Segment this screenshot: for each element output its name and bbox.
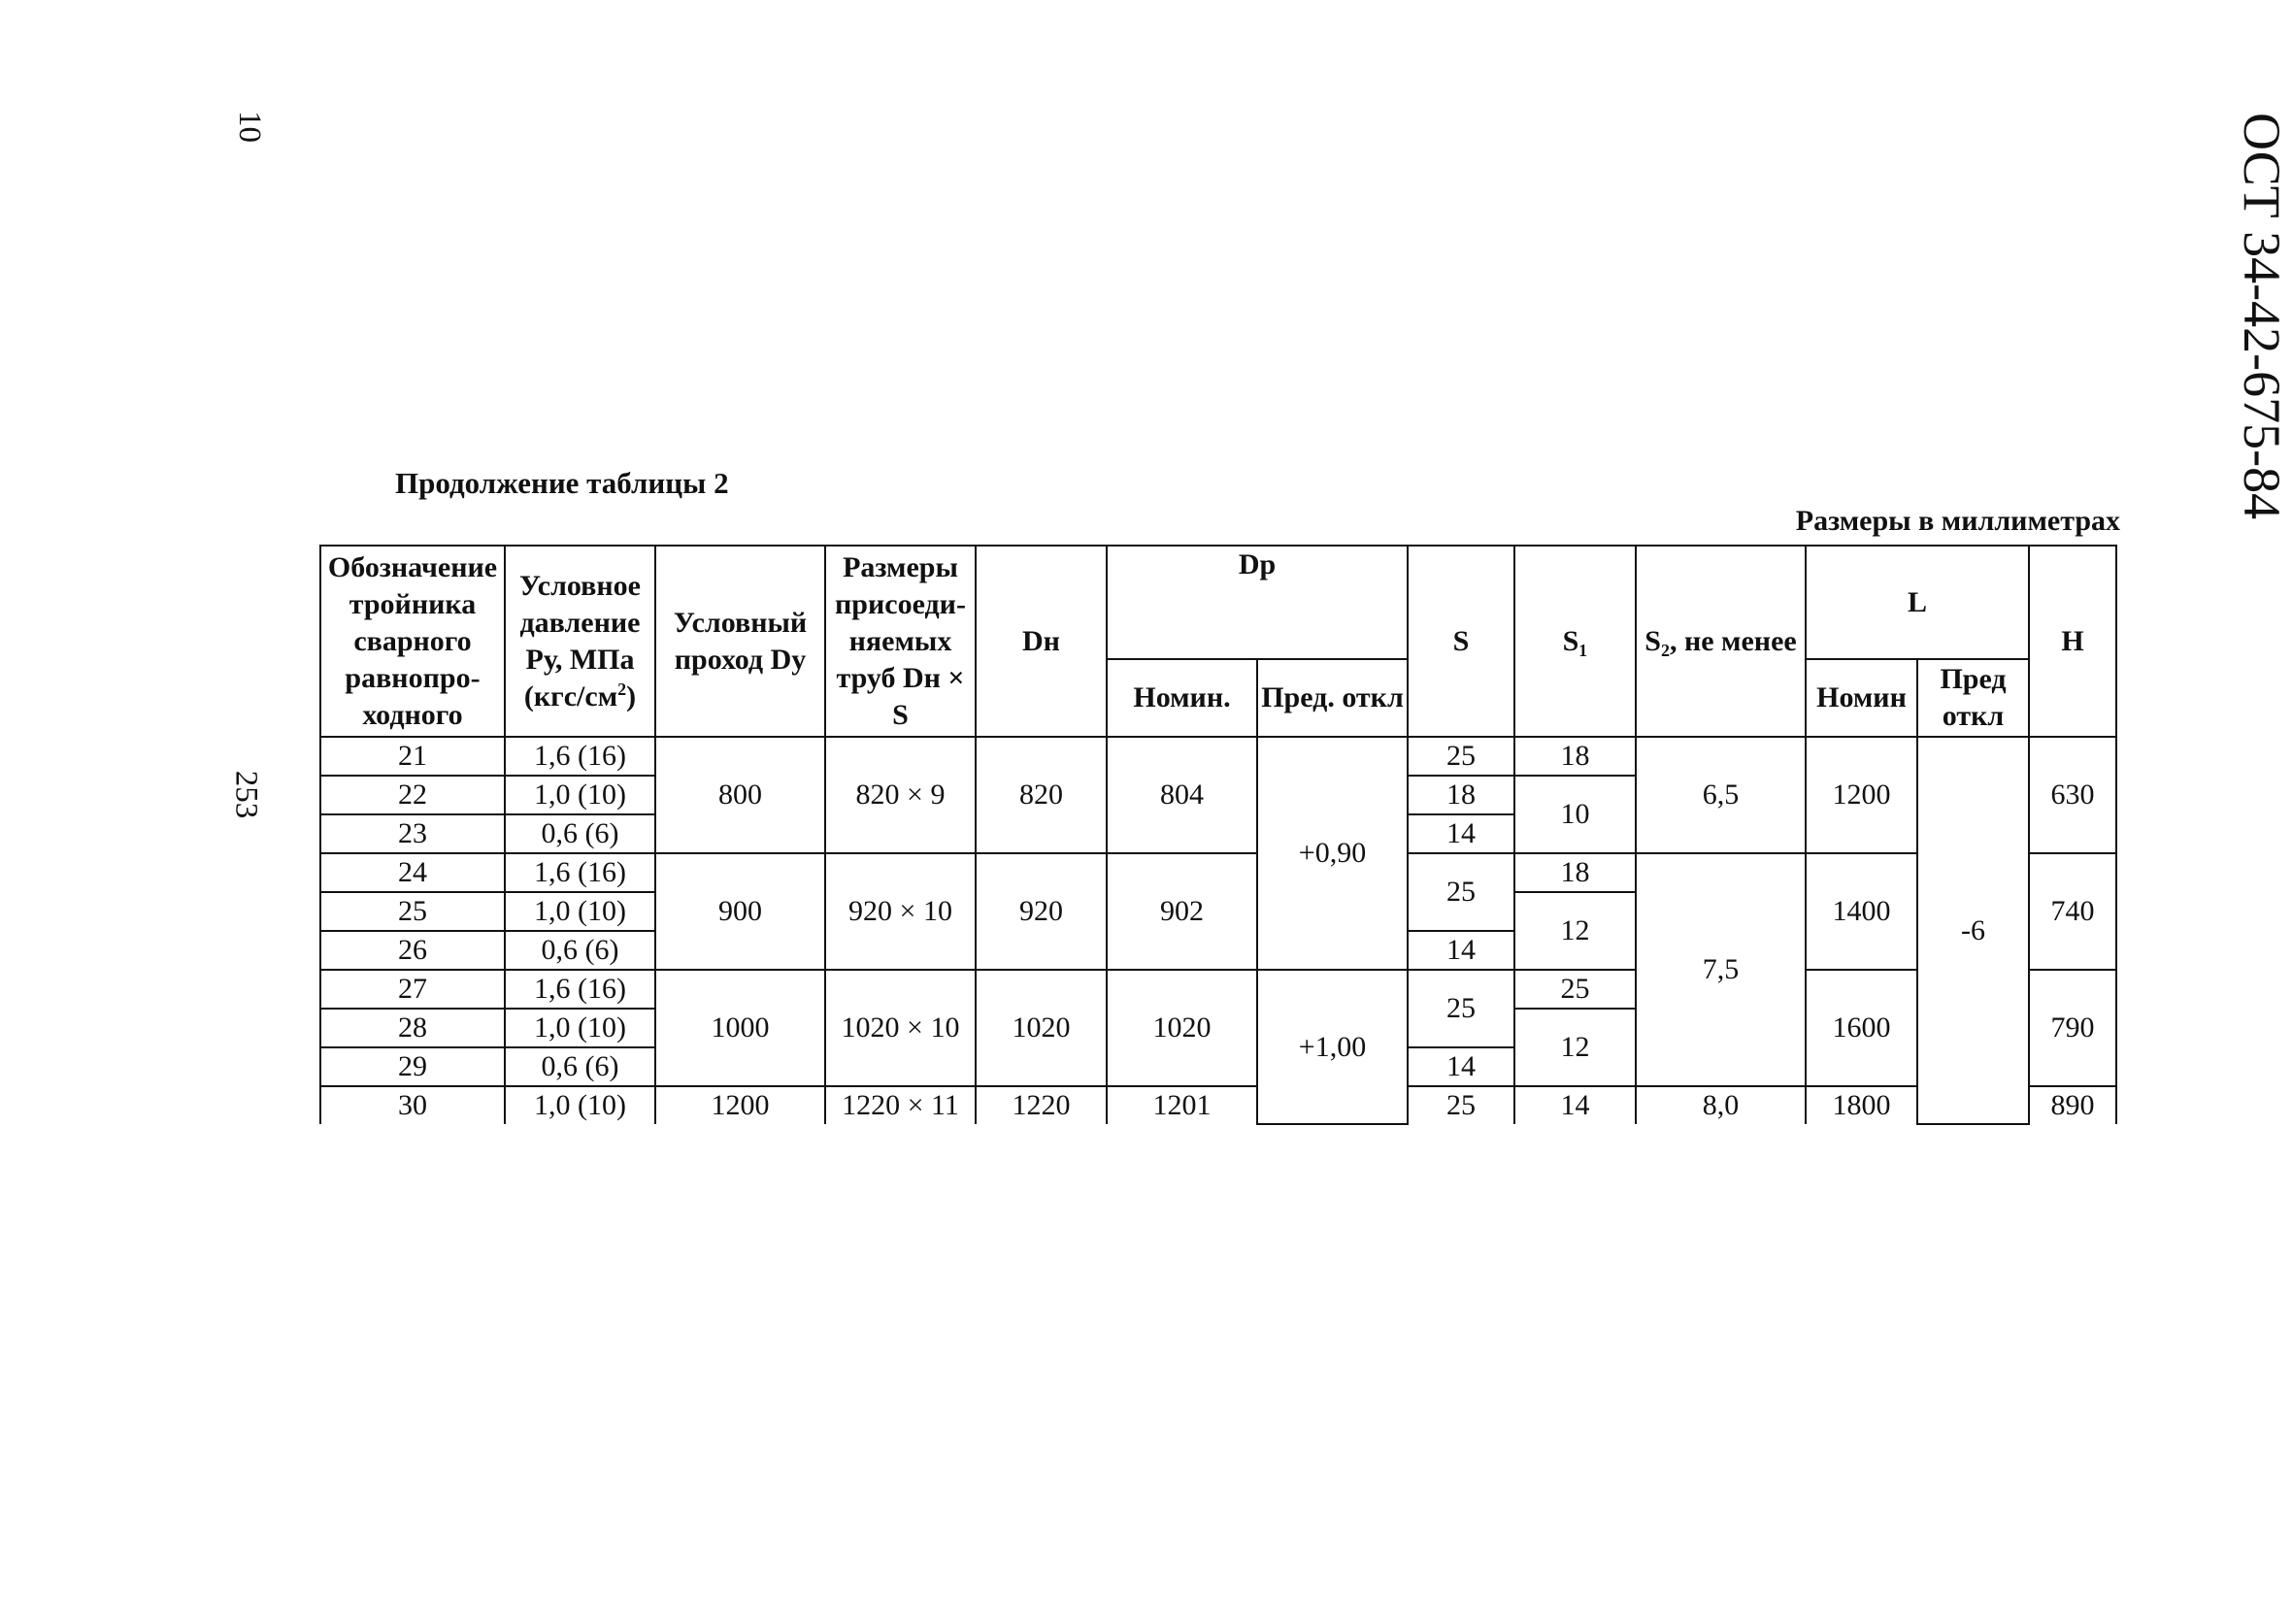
s-cell: 25: [1408, 737, 1514, 776]
s2-cell: 6,5: [1636, 737, 1806, 853]
dp-nominal-cell: 902: [1107, 853, 1257, 970]
header-l-nominal: Номин: [1806, 659, 1917, 737]
designation-cell: 25: [320, 892, 505, 931]
s1-cell: 12: [1514, 1009, 1636, 1086]
h-cell: 630: [2029, 737, 2116, 853]
s-cell: 18: [1408, 776, 1514, 814]
l-nominal-cell: 1600: [1806, 970, 1917, 1086]
pipe-size-cell: 920 × 10: [825, 853, 976, 970]
l-nominal-cell: 1400: [1806, 853, 1917, 970]
l-nominal-cell: 1800: [1806, 1086, 1917, 1124]
dn-cell: 1020: [976, 970, 1107, 1086]
page-number: 10: [232, 111, 267, 143]
s1-cell: 14: [1514, 1086, 1636, 1124]
dp-nominal-cell: 804: [1107, 737, 1257, 853]
designation-cell: 26: [320, 931, 505, 970]
dn-cell: 1220: [976, 1086, 1107, 1124]
s-cell: 14: [1408, 931, 1514, 970]
designation-cell: 30: [320, 1086, 505, 1124]
designation-cell: 23: [320, 814, 505, 853]
s-cell: 25: [1408, 970, 1514, 1047]
dy-cell: 1200: [655, 1086, 825, 1124]
dp-nominal-cell: 1201: [1107, 1086, 1257, 1124]
table-row: [320, 737, 2116, 776]
h-cell: 890: [2029, 1086, 2116, 1124]
dn-cell: 920: [976, 853, 1107, 970]
l-nominal-cell: 1200: [1806, 737, 1917, 853]
header-s2: S₂, не менее: [1636, 546, 1806, 737]
side-page-number: 253: [228, 770, 264, 819]
dy-cell: 1000: [655, 970, 825, 1086]
dn-cell: 820: [976, 737, 1107, 853]
s1-cell: 18: [1514, 737, 1636, 776]
pressure-cell: 1,6 (16): [505, 853, 655, 892]
pipe-size-cell: 1220 × 11: [825, 1086, 976, 1124]
header-h: Н: [2029, 546, 2116, 737]
designation-cell: 27: [320, 970, 505, 1009]
header-passage: Условный проход Dy: [655, 546, 825, 737]
header-s: S: [1408, 546, 1514, 737]
header-dp: Dр: [1107, 546, 1408, 659]
designation-cell: 22: [320, 776, 505, 814]
dy-cell: 900: [655, 853, 825, 970]
header-dn: Dн: [976, 546, 1107, 737]
header-pipes: Размеры присоеди-няемых труб Dн × S: [825, 546, 976, 737]
s1-cell: 12: [1514, 892, 1636, 970]
pressure-cell: 1,0 (10): [505, 776, 655, 814]
header-dp-deviation: Пред. откл: [1257, 659, 1408, 737]
pressure-cell: 1,6 (16): [505, 970, 655, 1009]
header-designation: Обозначение тройника сварного равнопро-ходного: [320, 546, 505, 737]
dp-deviation-cell: +0,90: [1257, 737, 1408, 970]
pressure-cell: 1,6 (16): [505, 737, 655, 776]
designation-cell: 28: [320, 1009, 505, 1047]
s-cell: 14: [1408, 814, 1514, 853]
table-row: [320, 1086, 2116, 1124]
pipe-size-cell: 1020 × 10: [825, 970, 976, 1086]
s2-cell: 8,0: [1636, 1086, 1806, 1124]
s-cell: 14: [1408, 1047, 1514, 1086]
pipe-size-cell: 820 × 9: [825, 737, 976, 853]
designation-cell: 21: [320, 737, 505, 776]
tee-dimensions-table: [319, 545, 2117, 1125]
pressure-cell: 1,0 (10): [505, 892, 655, 931]
table-header: [320, 546, 2116, 737]
table-caption: Продолжение таблицы 2: [395, 466, 729, 500]
table-row: [320, 853, 2116, 892]
s-cell: 25: [1408, 1086, 1514, 1124]
table-body: [320, 737, 2116, 1124]
pressure-cell: 1,0 (10): [505, 1086, 655, 1124]
s2-cell: 7,5: [1636, 853, 1806, 1086]
pressure-cell: 0,6 (6): [505, 1047, 655, 1086]
designation-cell: 29: [320, 1047, 505, 1086]
header-l-deviation: Пред откл: [1917, 659, 2029, 737]
units-note: Размеры в миллиметрах: [1795, 505, 2120, 537]
h-cell: 790: [2029, 970, 2116, 1086]
s1-cell: 10: [1514, 776, 1636, 853]
h-cell: 740: [2029, 853, 2116, 970]
pressure-cell: 0,6 (6): [505, 931, 655, 970]
header-pressure: Условное давление Ру, МПа $(кгс/см^2)$: [505, 546, 655, 737]
table-row: [320, 970, 2116, 1009]
s1-cell: 25: [1514, 970, 1636, 1009]
s-cell: 25: [1408, 853, 1514, 931]
header-dp-nominal: Номин.: [1107, 659, 1257, 737]
dp-nominal-cell: 1020: [1107, 970, 1257, 1086]
pressure-cell: 1,0 (10): [505, 1009, 655, 1047]
dp-deviation-cell: +1,00: [1257, 970, 1408, 1124]
designation-cell: 24: [320, 853, 505, 892]
header-l: L: [1806, 546, 2029, 659]
l-deviation-cell: -6: [1917, 737, 2029, 1124]
s1-cell: 18: [1514, 853, 1636, 892]
dy-cell: 800: [655, 737, 825, 853]
header-s1: S₁: [1514, 546, 1636, 737]
pressure-cell: 0,6 (6): [505, 814, 655, 853]
document-code: ОСТ 34-42-675-84: [2233, 113, 2291, 520]
